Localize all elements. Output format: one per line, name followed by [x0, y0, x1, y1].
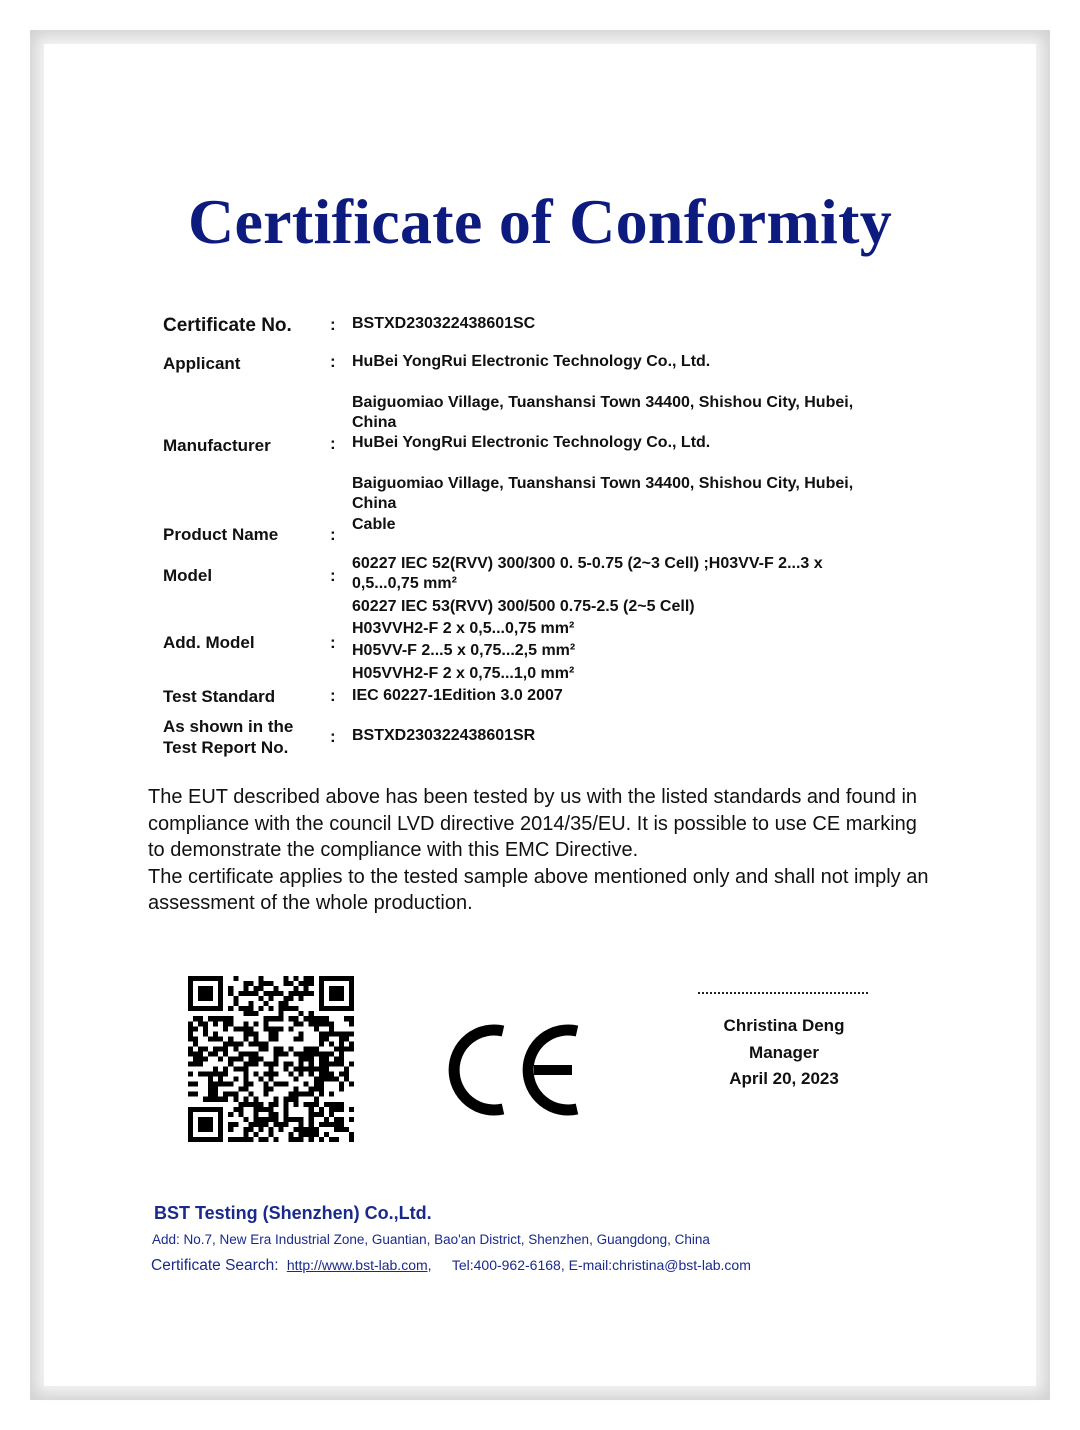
colon: :: [330, 566, 336, 585]
test-standard-value: IEC 60227-1Edition 3.0 2007: [352, 687, 563, 704]
manufacturer-address-line1: Baiguomiao Village, Tuanshansi Town 34400, Shishou City, Hubei,: [352, 475, 854, 492]
model-line1: 60227 IEC 52(RVV) 300/300 0. 5-0.75 (2~3 Cell) ;H03VV-F 2...3 x: [352, 555, 823, 572]
add-model-line: H05VV-F 2...5 x 0,75...2,5 mm²: [352, 642, 576, 659]
applicant-address-line1: Baiguomiao Village, Tuanshansi Town 34400, Shishou City, Hubei,: [352, 394, 854, 411]
test-standard-label: Test Standard: [163, 687, 276, 706]
issuer-company: BST Testing (Shenzhen) Co.,Ltd.: [154, 1203, 432, 1223]
signatory-date: April 20, 2023: [729, 1069, 839, 1088]
cert-no-label: Certificate No.: [163, 315, 292, 336]
conformity-statement: [148, 784, 938, 917]
colon: :: [330, 434, 336, 453]
colon: :: [330, 727, 336, 746]
report-no-value: BSTXD230322438601SR: [352, 727, 536, 744]
report-no-label-line1: As shown in the: [163, 717, 294, 736]
report-no-label-line2: Test Report No.: [163, 738, 289, 757]
product-name-value: Cable: [352, 516, 396, 533]
applicant-value: HuBei YongRui Electronic Technology Co., Ltd.: [352, 353, 711, 370]
signatory-role: Manager: [749, 1043, 819, 1062]
website-link[interactable]: http://www.bst-lab.com,: [286, 1257, 432, 1273]
add-model-line: 60227 IEC 53(RVV) 300/500 0.75-2.5 (2~5 Cell): [352, 598, 695, 615]
qr-modules: [188, 976, 354, 1142]
colon: :: [330, 315, 336, 334]
add-model-line: H03VVH2-F 2 x 0,5...0,75 mm²: [352, 620, 575, 637]
applicant-label: Applicant: [163, 354, 241, 373]
manufacturer-address-line2: China: [352, 495, 397, 512]
model-label: Model: [163, 566, 213, 585]
add-model-line: H05VVH2-F 2 x 0,75...1,0 mm²: [352, 665, 575, 682]
colon: :: [330, 633, 336, 652]
colon: :: [330, 525, 336, 544]
manufacturer-label: Manufacturer: [163, 436, 271, 455]
add-model-label: Add. Model: [163, 633, 255, 652]
qr-code-icon[interactable]: [188, 976, 354, 1142]
applicant-address-line2: China: [352, 414, 397, 431]
certificate-search: [151, 1257, 751, 1275]
product-name-label: Product Name: [163, 525, 279, 544]
signatory-name: Christina Deng: [723, 1016, 845, 1035]
certificate-title: Certificate of Conformity: [187, 186, 893, 257]
colon: :: [330, 352, 336, 371]
ce-mark-icon: [448, 1020, 584, 1120]
colon: :: [330, 686, 336, 705]
cert-no-value: BSTXD230322438601SC: [352, 315, 536, 332]
statement-paragraph: The certificate applies to the tested sample above mentioned only and shall not imply an assessment of the whole production.: [148, 865, 929, 914]
manufacturer-value: HuBei YongRui Electronic Technology Co., Ltd.: [352, 434, 711, 451]
model-line2: 0,5...0,75 mm²: [352, 575, 457, 592]
certificate-search-label: Certificate Search:: [151, 1257, 279, 1274]
issuer-address: Add: No.7, New Era Industrial Zone, Guantian, Bao'an District, Shenzhen, Guangdong, China: [152, 1232, 710, 1247]
statement-paragraph: The EUT described above has been tested by us with the listed standards and found in compliance with the council LVD directive 2014/35/EU. It is possible to use CE marking to demonstrate the compliance with this EMC Directive.: [148, 786, 918, 861]
contact-info: Tel:400-962-6168, E-mail:christina@bst-lab.com: [451, 1257, 751, 1273]
signature-line: [698, 992, 868, 994]
